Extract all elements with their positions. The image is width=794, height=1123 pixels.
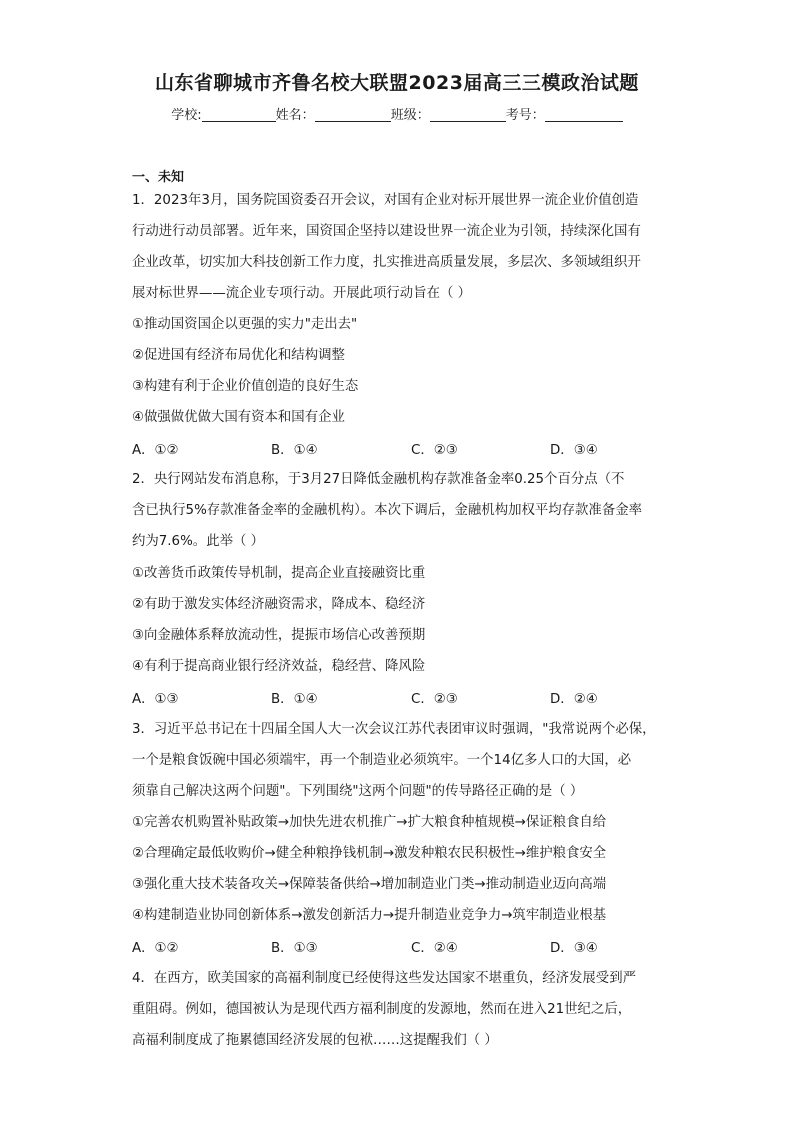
question-stem-line: 3．习近平总书记在十四届全国人大一次会议江苏代表团审议时强调，"我常说两个必保， xyxy=(132,722,656,737)
statement-item: ③构建有利于企业价值创造的良好生态 xyxy=(132,379,359,394)
statement-item: ①完善农机购置补贴政策→加快先进农机推广→扩大粮食种植规模→保证粮食自给 xyxy=(132,815,607,830)
class-field[interactable] xyxy=(430,107,506,122)
question-stem-line: 重阻碍。例如，德国被认为是现代西方福利制度的发源地，然而在进入21世纪之后， xyxy=(132,1002,632,1017)
student-info-line xyxy=(0,104,794,123)
name-label: 姓名： xyxy=(275,108,315,123)
answer-options xyxy=(132,937,692,957)
option-a[interactable]: A．①③ xyxy=(132,692,179,707)
option-b[interactable]: B．①④ xyxy=(271,692,318,707)
option-b[interactable]: B．①④ xyxy=(271,443,318,458)
school-field[interactable] xyxy=(202,107,276,122)
option-a[interactable]: A．①② xyxy=(132,443,179,458)
question-stem-line: 含已执行5%存款准备金率的金融机构）。本次下调后，金融机构加权平均存款准备金率 xyxy=(132,503,642,518)
statement-item: ③向金融体系释放流动性，提振市场信心改善预期 xyxy=(132,628,426,643)
statement-item: ②促进国有经济布局优化和结构调整 xyxy=(132,348,345,363)
class-label: 班级： xyxy=(390,108,430,123)
statement-item: ①推动国资国企以更强的实力"走出去" xyxy=(132,317,358,332)
option-c[interactable]: C．②③ xyxy=(411,692,458,707)
question-stem-line: 一个是粮食饭碗中国必须端牢，再一个制造业必须筑牢。一个14亿多人口的大国，必 xyxy=(132,753,632,768)
option-c[interactable]: C．②④ xyxy=(411,941,458,956)
question-stem-line: 约为7.6%。此举（ ） xyxy=(132,534,265,549)
question-stem-line: 4．在西方，欧美国家的高福利制度已经使得这些发达国家不堪重负，经济发展受到严 xyxy=(132,971,636,986)
statement-item: ④做强做优做大国有资本和国有企业 xyxy=(132,410,345,425)
question-stem-line: 须靠自己解决这两个问题"。下列围绕"这两个问题"的传导路径正确的是（ ） xyxy=(132,784,584,799)
question-stem-line: 高福利制度成了拖累德国经济发展的包袱……这提醒我们（ ） xyxy=(132,1033,498,1048)
answer-options xyxy=(132,439,692,459)
statement-item: ③强化重大技术装备攻关→保障装备供给→增加制造业门类→推动制造业迈向高端 xyxy=(132,877,607,892)
option-d[interactable]: D．③④ xyxy=(550,443,598,458)
question-stem-line: 企业改革，切实加大科技创新工作力度，扎实推进高质量发展，多层次、多领域组织开 xyxy=(132,255,641,270)
option-b[interactable]: B．①③ xyxy=(271,941,318,956)
question-stem-line: 1．2023年3月，国务院国资委召开会议，对国有企业对标开展世界一流企业价值创造 xyxy=(132,193,639,208)
option-d[interactable]: D．③④ xyxy=(550,941,598,956)
question-stem-line: 行动进行动员部署。近年来，国资国企坚持以建设世界一流企业为引领，持续深化国有 xyxy=(132,224,641,239)
question-stem-line: 展对标世界——流企业专项行动。开展此项行动旨在（ ） xyxy=(132,286,472,301)
exam-number-field[interactable] xyxy=(545,107,623,122)
statement-item: ④有利于提高商业银行经济效益，稳经营、降风险 xyxy=(132,659,426,674)
statement-item: ②有助于激发实体经济融资需求，降成本、稳经济 xyxy=(132,597,426,612)
statement-item: ④构建制造业协同创新体系→激发创新活力→提升制造业竞争力→筑牢制造业根基 xyxy=(132,908,607,923)
option-c[interactable]: C．②③ xyxy=(411,443,458,458)
exam-number-label: 考号： xyxy=(505,108,545,123)
section-heading: 一、未知 xyxy=(132,170,185,185)
statement-item: ①改善货币政策传导机制，提高企业直接融资比重 xyxy=(132,566,426,581)
option-d[interactable]: D．②④ xyxy=(550,692,598,707)
page-title: 山东省聊城市齐鲁名校大联盟2023届高三三模政治试题 xyxy=(155,72,639,94)
answer-options xyxy=(132,688,692,708)
statement-item: ②合理确定最低收购价→健全种粮挣钱机制→激发种粮农民积极性→维护粮食安全 xyxy=(132,846,607,861)
school-label: 学校: xyxy=(171,108,202,123)
question-stem-line: 2．央行网站发布消息称，于3月27日降低金融机构存款准备金率0.25个百分点（不 xyxy=(132,472,625,487)
name-field[interactable] xyxy=(315,107,391,122)
option-a[interactable]: A．①② xyxy=(132,941,179,956)
